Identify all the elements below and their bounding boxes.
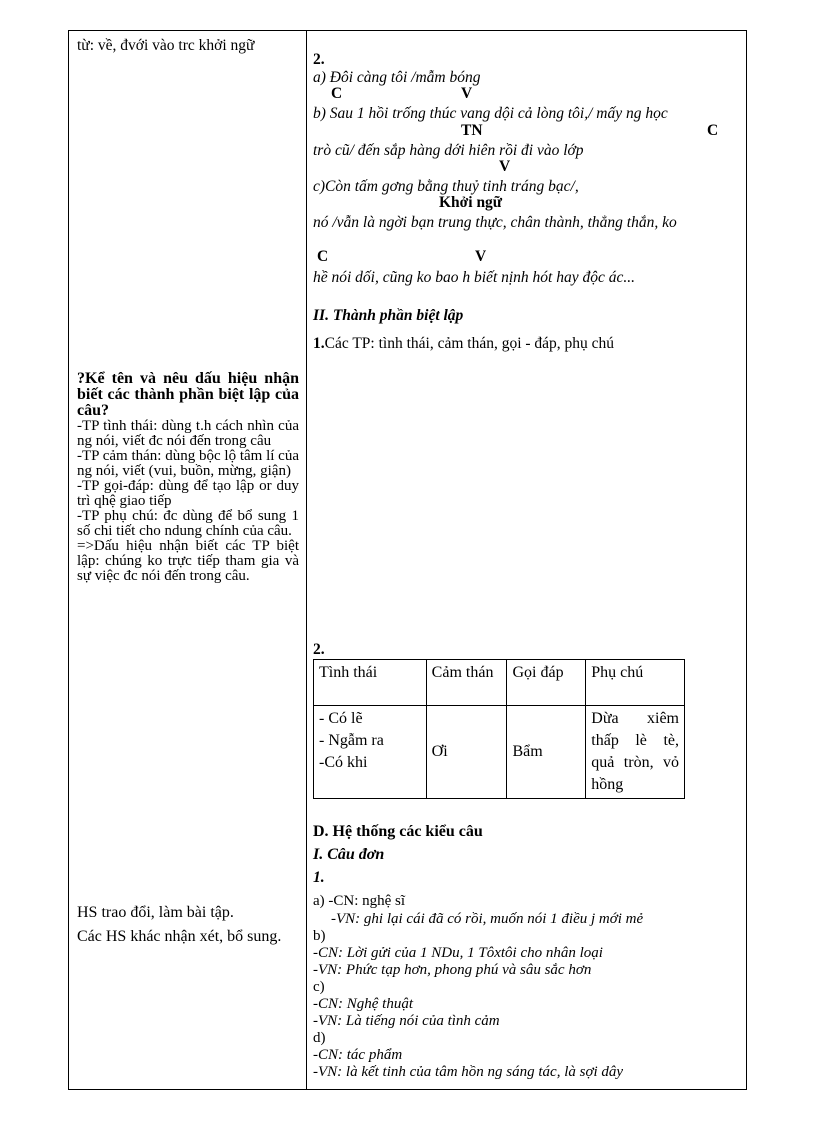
d-item-1: 1. — [313, 869, 325, 886]
item-1-text: Các TP: tình thái, cảm thán, gọi - đáp, phụ chú — [324, 335, 615, 352]
sentence-c: c)Còn tấm gơng bằng thuỷ tinh tráng bạc/, — [313, 178, 579, 195]
section-i-title: I. Câu đơn — [313, 846, 385, 863]
sentence-b-v: V — [499, 158, 511, 175]
left-answer-2: -TP cảm thán: dùng bộc lộ tâm lí của ng nói, viết (vui, buồn, mừng, giận) — [77, 448, 299, 479]
c-vn: -VN: Là tiếng nói của tình cảm — [313, 1013, 500, 1029]
tp-body-row — [314, 706, 685, 799]
sentence-b-tn: TN — [461, 122, 483, 139]
left-answer-5: =>Dấu hiệu nhận biết các TP biệt lập: chúng ko trực tiếp tham gia và sự việc đc nói đến trong câu. — [77, 538, 299, 584]
b-cn: -CN: Lời gửi của 1 NDu, 1 Tôxtôi cho nhân loại — [313, 945, 603, 961]
tp-header-row — [314, 660, 685, 706]
d-label: d) — [313, 1030, 326, 1046]
sentence-b: b) Sau 1 hồi trống thúc vang dội cả lòng tôi,/ mấy ng học — [313, 105, 668, 122]
left-answer-1: -TP tình thái: dùng t.h cách nhìn của ng nói, viết đc nói đến trong câu — [77, 418, 299, 449]
column-divider — [306, 31, 307, 1089]
left-question-block — [77, 371, 299, 584]
sentence-a: a) Đôi càng tôi /mẫm bóng — [313, 69, 481, 86]
b-vn: -VN: Phức tạp hơn, phong phú và sâu sắc hơn — [313, 962, 592, 978]
th-goi-dap: Gọi đáp — [507, 660, 586, 706]
sentence-c-kn: Khởi ngữ — [439, 194, 503, 211]
td-phu-chu: Dừa xiêm thấp lè tè, quả tròn, vỏ hồng — [586, 706, 685, 799]
sentence-c-2: nó /vẫn là ngời bạn trung thực, chân thành, thẳng thắn, ko — [313, 214, 677, 231]
lesson-table — [68, 30, 747, 1090]
sentence-c-v: V — [475, 248, 487, 265]
a-vn: -VN: ghi lại cái đã có rồi, muốn nói 1 điều j mới mẻ — [331, 911, 644, 927]
sentence-a-v: V — [461, 85, 473, 102]
left-hs-1: HS trao đổi, làm bài tập. — [77, 904, 234, 921]
left-hs-2: Các HS khác nhận xét, bổ sung. — [77, 928, 282, 945]
th-cam-than: Cảm thán — [426, 660, 507, 706]
th-tinh-thai: Tình thái — [314, 660, 427, 706]
c-cn: -CN: Nghệ thuật — [313, 996, 413, 1012]
tp-table — [313, 659, 685, 799]
right-num-2: 2. — [313, 51, 325, 68]
td-tinh-thai — [314, 706, 427, 799]
section-ii-title: II. Thành phần biệt lập — [313, 307, 464, 324]
sentence-b-2: trò cũ/ đến sắp hàng dới hiên rồi đi vào lớp — [313, 142, 584, 159]
th-phu-chu: Phụ chú — [586, 660, 685, 706]
section-d-title: D. Hệ thống các kiểu câu — [313, 823, 483, 840]
sentence-a-c: C — [331, 85, 343, 102]
sentence-c-3: hề nói dối, cũng ko bao h biết nịnh hót hay độc ác... — [313, 269, 635, 286]
td-cam-than: Ơi — [426, 706, 507, 799]
item-1 — [313, 335, 614, 352]
left-question: ?Kể tên và nêu dấu hiệu nhận biết các thành phần biệt lập của câu? — [77, 370, 299, 419]
td-goi-dap: Bẩm — [507, 706, 586, 799]
d-vn: -VN: là kết tinh của tâm hồn ng sáng tác, là sợi dây — [313, 1064, 624, 1080]
left-top-text: từ: về, đvới vào trc khởi ngữ — [77, 37, 255, 54]
item-1-num: 1. — [313, 335, 325, 352]
a-cn: a) -CN: nghệ sĩ — [313, 893, 406, 909]
c-label: c) — [313, 979, 325, 995]
tt-item-3: -Có khi — [319, 754, 368, 771]
left-answer-3: -TP gọi-đáp: dùng để tạo lập or duy trì qhệ giao tiếp — [77, 478, 299, 509]
left-hs-block — [77, 901, 299, 949]
sentence-c-c: C — [317, 248, 329, 265]
tt-item-2: - Ngẫm ra — [319, 732, 384, 749]
tt-item-1: - Có lẽ — [319, 710, 363, 727]
b-label: b) — [313, 928, 326, 944]
item-2-num: 2. — [313, 641, 325, 658]
left-answer-4: -TP phụ chú: đc dùng để bổ sung 1 số chi tiết cho ndung chính của câu. — [77, 508, 299, 539]
d-cn: -CN: tác phẩm — [313, 1047, 403, 1063]
sentence-b-c: C — [707, 122, 719, 139]
